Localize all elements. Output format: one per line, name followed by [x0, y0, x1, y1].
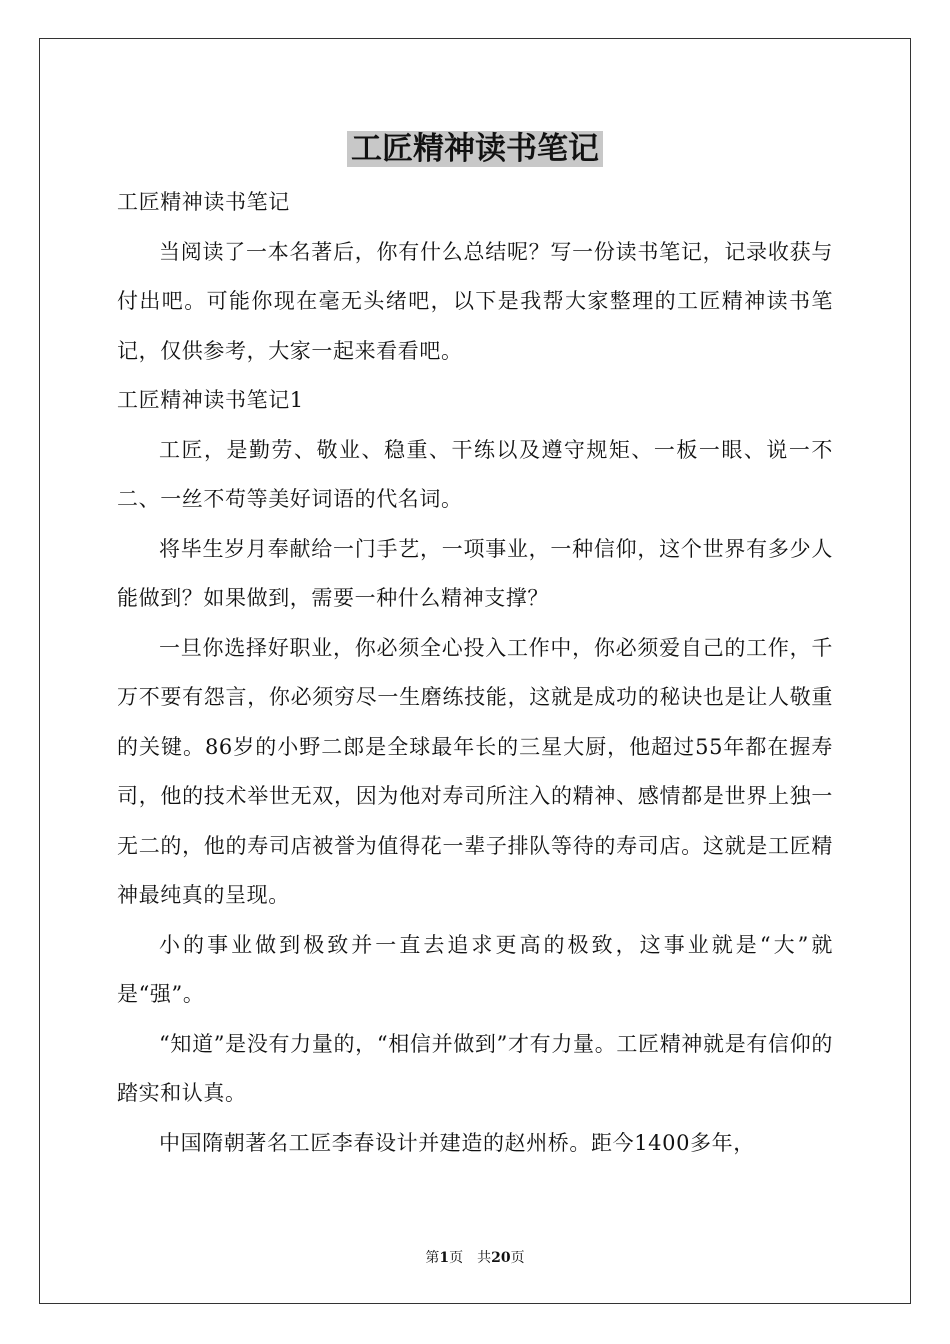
- total-prefix: 共: [477, 1250, 492, 1266]
- body-paragraph: 工匠，是勤劳、敬业、稳重、干练以及遵守规矩、一板一眼、说一不二、一丝不苟等美好词语的代名词。: [117, 437, 833, 511]
- intro-paragraph: 当阅读了一本名著后，你有什么总结呢？写一份读书笔记，记录收获与付出吧。可能你现在毫无头绪吧，以下是我帮大家整理的工匠精神读书笔记，仅供参考，大家一起来看看吧。: [117, 239, 833, 363]
- page-footer: [0, 1248, 950, 1268]
- page-current: 1: [439, 1250, 450, 1266]
- body-paragraph: 一旦你选择好职业，你必须全心投入工作中，你必须爱自己的工作，千万不要有怨言，你必须穷尽一生磨练技能，这就是成功的秘诀也是让人敬重的关键。86岁的小野二郎是全球最年长的三星大厨，他超过55年都在握寿司，他的技术举世无双，因为他对寿司所注入的精神、感情都是世界上独一无二的，他的寿司店被誉为值得花一辈子排队等待的寿司店。这就是工匠精神最纯真的呈现。: [117, 635, 833, 907]
- subtitle-paragraph: 工匠精神读书笔记: [117, 190, 290, 214]
- body-paragraph: 小的事业做到极致并一直去追求更高的极致，这事业就是“大”就是“强”。: [117, 932, 833, 1006]
- total-unit: 页: [510, 1250, 525, 1266]
- section-heading: 工匠精神读书笔记1: [117, 388, 304, 412]
- body-paragraph: “知道”是没有力量的，“相信并做到”才有力量。工匠精神就是有信仰的踏实和认真。: [117, 1031, 833, 1105]
- page-unit: 页: [449, 1250, 464, 1266]
- page-total: 20: [491, 1250, 511, 1266]
- body-paragraph: 将毕生岁月奉献给一门手艺，一项事业，一种信仰，这个世界有多少人能做到？如果做到，需要一种什么精神支撑？: [117, 536, 833, 610]
- body-paragraph: 中国隋朝著名工匠李春设计并建造的赵州桥。距今1400多年，: [159, 1130, 755, 1155]
- document-title-text: 工匠精神读书笔记: [347, 131, 603, 167]
- page-prefix: 第: [425, 1250, 440, 1266]
- document-title: [0, 127, 950, 171]
- document-body: [117, 178, 833, 1168]
